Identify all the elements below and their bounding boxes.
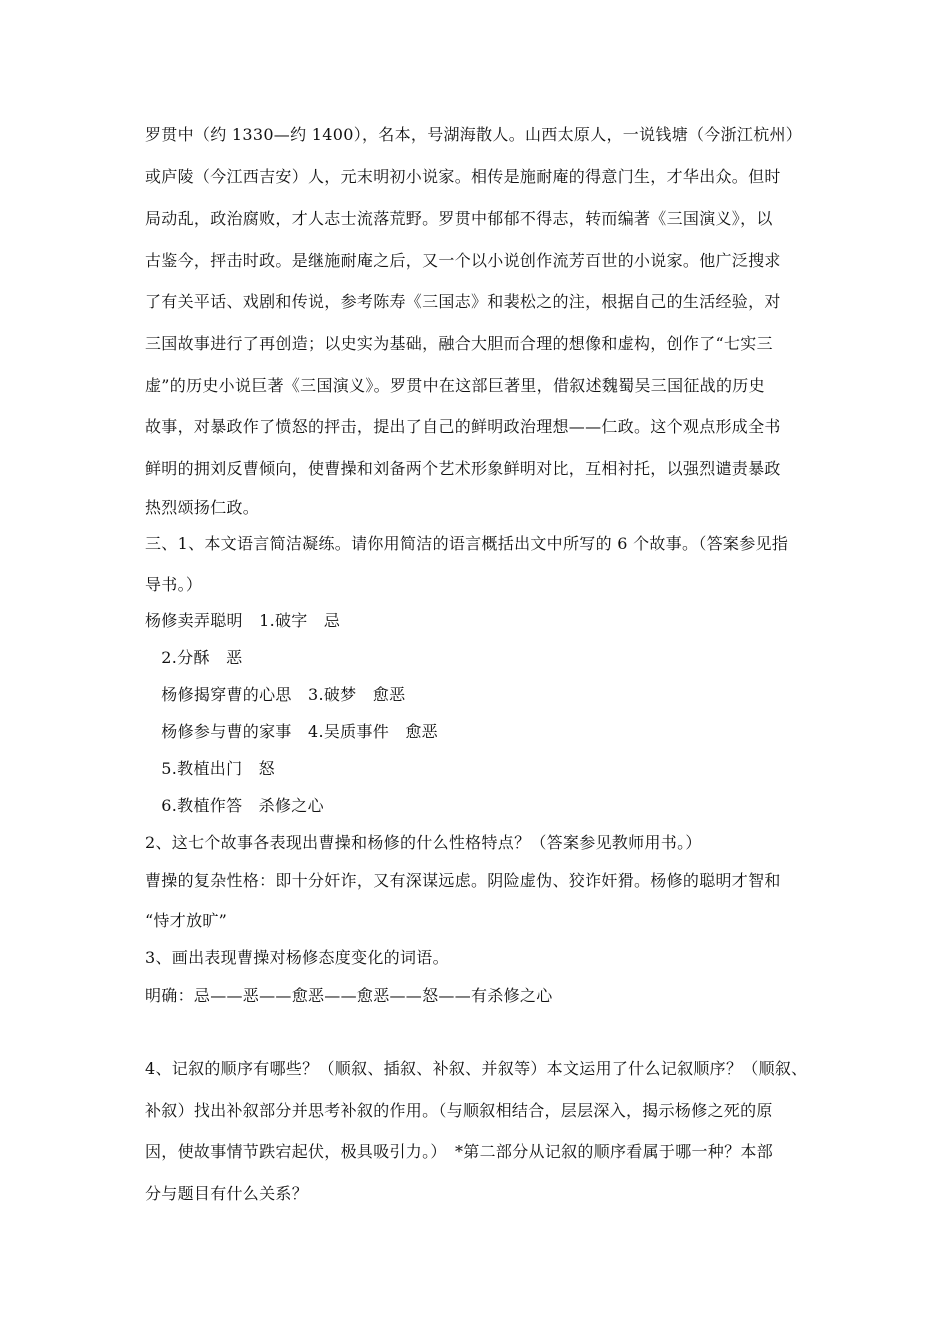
question-3-prompt: 3、画出表现曹操对杨修态度变化的词语。 — [145, 948, 449, 967]
question-3-answer: 明确：忌——恶——愈恶——愈恶——怒——有杀修之心 — [145, 986, 553, 1005]
question-2-prompt: 2、这七个故事各表现出曹操和杨修的什么性格特点？（答案参见教师用书。） — [145, 833, 702, 852]
question-4-text: 因，使故事情节跌宕起伏，极具吸引力。） *第二部分从记叙的顺序看属于哪一种？本部 — [145, 1142, 774, 1161]
intro-line: 鲜明的拥刘反曹倾向，使曹操和刘备两个艺术形象鲜明对比，互相衬托，以强烈谴责暴政 — [145, 459, 781, 478]
story-item: 2.分酥 恶 — [145, 648, 243, 667]
story-item: 杨修揭穿曹的心思 3.破梦 愈恶 — [145, 685, 406, 704]
intro-line: 局动乱，政治腐败，才人志士流落荒野。罗贯中郁郁不得志，转而编著《三国演义》，以 — [145, 209, 773, 228]
story-item: 杨修卖弄聪明 1.破字 忌 — [145, 611, 341, 630]
story-item: 6.教植作答 杀修之心 — [145, 796, 324, 815]
intro-line: 虚”的历史小说巨著《三国演义》。罗贯中在这部巨著里，借叙述魏蜀吴三国征战的历史 — [145, 376, 765, 395]
intro-line: 古鉴今，抨击时政。是继施耐庵之后，又一个以小说创作流芳百世的小说家。他广泛搜求 — [145, 251, 781, 270]
question-2-answer: “恃才放旷” — [145, 911, 228, 930]
intro-line: 三国故事进行了再创造；以史实为基础，融合大胆而合理的想像和虚构，创作了“七实三 — [145, 334, 773, 353]
question-4-text: 分与题目有什么关系？ — [145, 1184, 309, 1203]
story-item: 杨修参与曹的家事 4.吴质事件 愈恶 — [145, 722, 438, 741]
question-1-prompt: 三、1、本文语言简洁凝练。请你用简洁的语言概括出文中所写的 6 个故事。（答案参见指 — [145, 534, 789, 553]
story-item: 5.教植出门 怒 — [145, 759, 275, 778]
intro-line: 热烈颂扬仁政。 — [145, 498, 260, 517]
intro-line: 故事，对暴政作了愤怒的抨击，提出了自己的鲜明政治理想——仁政。这个观点形成全书 — [145, 417, 781, 436]
question-4-text: 补叙）找出补叙部分并思考补叙的作用。（与顺叙相结合，层层深入，揭示杨修之死的原 — [145, 1101, 773, 1120]
intro-line: 或庐陵（今江西吉安）人，元末明初小说家。相传是施耐庵的得意门生，才华出众。但时 — [145, 167, 781, 186]
intro-line: 了有关平话、戏剧和传说，参考陈寿《三国志》和裴松之的注，根据自己的生活经验，对 — [145, 292, 781, 311]
question-1-prompt: 导书。） — [145, 575, 203, 594]
question-2-answer: 曹操的复杂性格：即十分奸诈，又有深谋远虑。阴险虚伪、狡诈奸猾。杨修的聪明才智和 — [145, 871, 781, 890]
question-4-text: 4、记叙的顺序有哪些？（顺叙、插叙、补叙、并叙等）本文运用了什么记叙顺序？（顺叙、 — [145, 1059, 808, 1078]
intro-line: 罗贯中（约 1330—约 1400），名本，号湖海散人。山西太原人，一说钱塘（今浙江杭州） — [145, 125, 803, 144]
